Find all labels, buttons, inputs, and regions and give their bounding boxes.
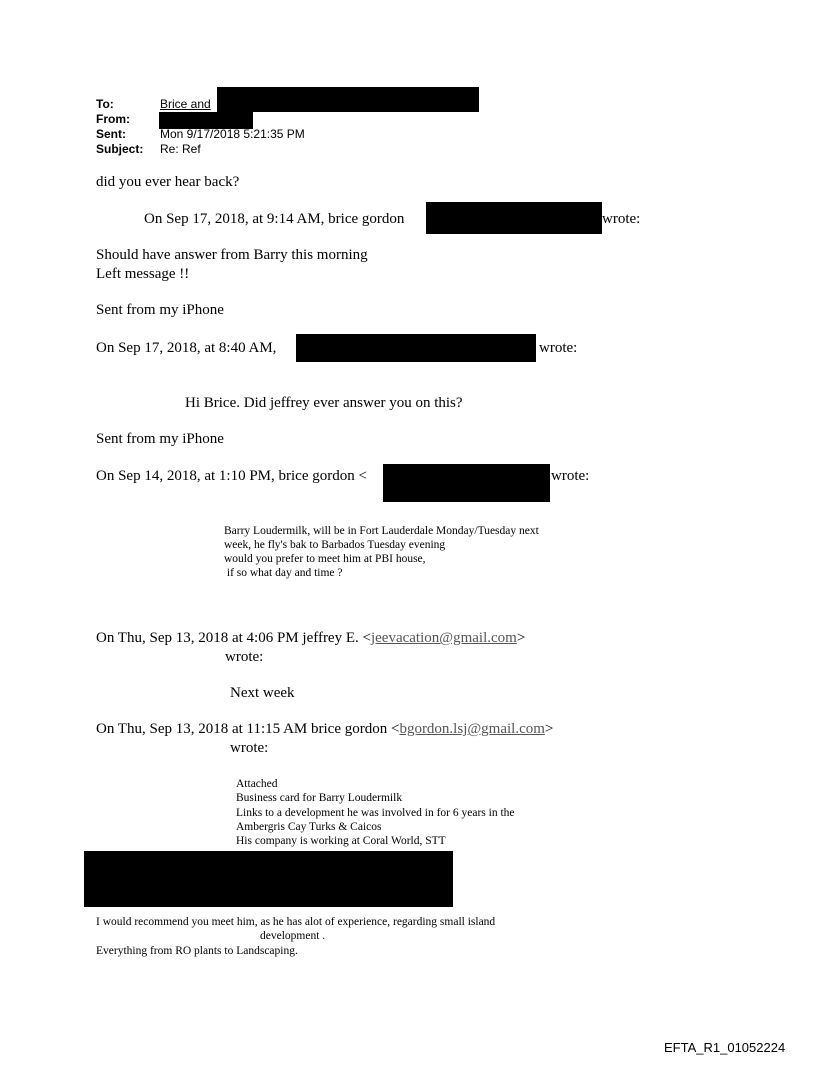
message-line: Should have answer from Barry this morning xyxy=(96,247,368,263)
quote-wrote: wrote: xyxy=(539,340,578,356)
redaction-to xyxy=(217,87,479,112)
redaction-email-2 xyxy=(296,334,536,362)
document-id: EFTA_R1_01052224 xyxy=(664,1040,786,1055)
message-line: Business card for Barry Loudermilk xyxy=(236,792,403,804)
quote-wrote: wrote: xyxy=(551,468,590,484)
signature-line: Sent from my iPhone xyxy=(96,431,224,447)
message-line: did you ever hear back? xyxy=(96,174,240,190)
signature-line: Sent from my iPhone xyxy=(96,302,224,318)
message-line: Attached xyxy=(236,778,278,790)
message-line: Everything from RO plants to Landscaping. xyxy=(96,945,298,957)
email-link[interactable]: jeevacation@gmail.com xyxy=(370,630,517,646)
subject-label: Subject: xyxy=(96,142,144,156)
redaction-email-3 xyxy=(383,464,550,502)
quote-close: > xyxy=(516,630,526,646)
from-label: From: xyxy=(96,112,130,126)
message-line: Hi Brice. Did jeffrey ever answer you on this? xyxy=(185,395,463,411)
to-value: Brice and xyxy=(160,97,211,111)
message-line: if so what day and time ? xyxy=(224,567,343,579)
message-line: I would recommend you meet him, as he has alot of experience, regarding small island xyxy=(96,916,496,928)
quote-prefix: On Thu, Sep 13, 2018 at 4:06 PM jeffrey E. < xyxy=(96,630,371,646)
message-line: week, he fly's bak to Barbados Tuesday evening xyxy=(224,539,446,551)
message-line: Barry Loudermilk, will be in Fort Lauderdale Monday/Tuesday next xyxy=(224,525,539,537)
email-link[interactable]: bgordon.lsj@gmail.com xyxy=(399,721,545,737)
quote-wrote: wrote: xyxy=(225,649,264,665)
quote-wrote: wrote: xyxy=(602,211,641,227)
message-line: Links to a development he was involved in for 6 years in the xyxy=(236,807,515,819)
sent-value: Mon 9/17/2018 5:21:35 PM xyxy=(160,127,305,141)
quote-wrote: wrote: xyxy=(230,740,269,756)
to-label: To: xyxy=(96,97,114,111)
message-line: Left message !! xyxy=(96,266,190,282)
message-line: development . xyxy=(260,930,326,942)
quote-close: > xyxy=(544,721,554,737)
message-line: Ambergris Cay Turks & Caicos xyxy=(236,821,382,833)
subject-value: Re: Ref xyxy=(160,142,201,156)
message-line: would you prefer to meet him at PBI house, xyxy=(224,553,426,565)
sent-label: Sent: xyxy=(96,127,126,141)
quote-header xyxy=(96,630,525,647)
quote-header: On Sep 17, 2018, at 9:14 AM, brice gordon xyxy=(144,211,405,227)
redaction-email-1 xyxy=(426,202,602,234)
quote-prefix: On Thu, Sep 13, 2018 at 11:15 AM brice gordon < xyxy=(96,721,400,737)
message-line: Next week xyxy=(230,685,295,701)
redaction-block xyxy=(84,851,453,907)
quote-header: On Sep 14, 2018, at 1:10 PM, brice gordon < xyxy=(96,468,367,484)
quote-header: On Sep 17, 2018, at 8:40 AM, xyxy=(96,340,277,356)
message-line: His company is working at Coral World, STT xyxy=(236,835,446,847)
quote-header xyxy=(96,721,553,738)
